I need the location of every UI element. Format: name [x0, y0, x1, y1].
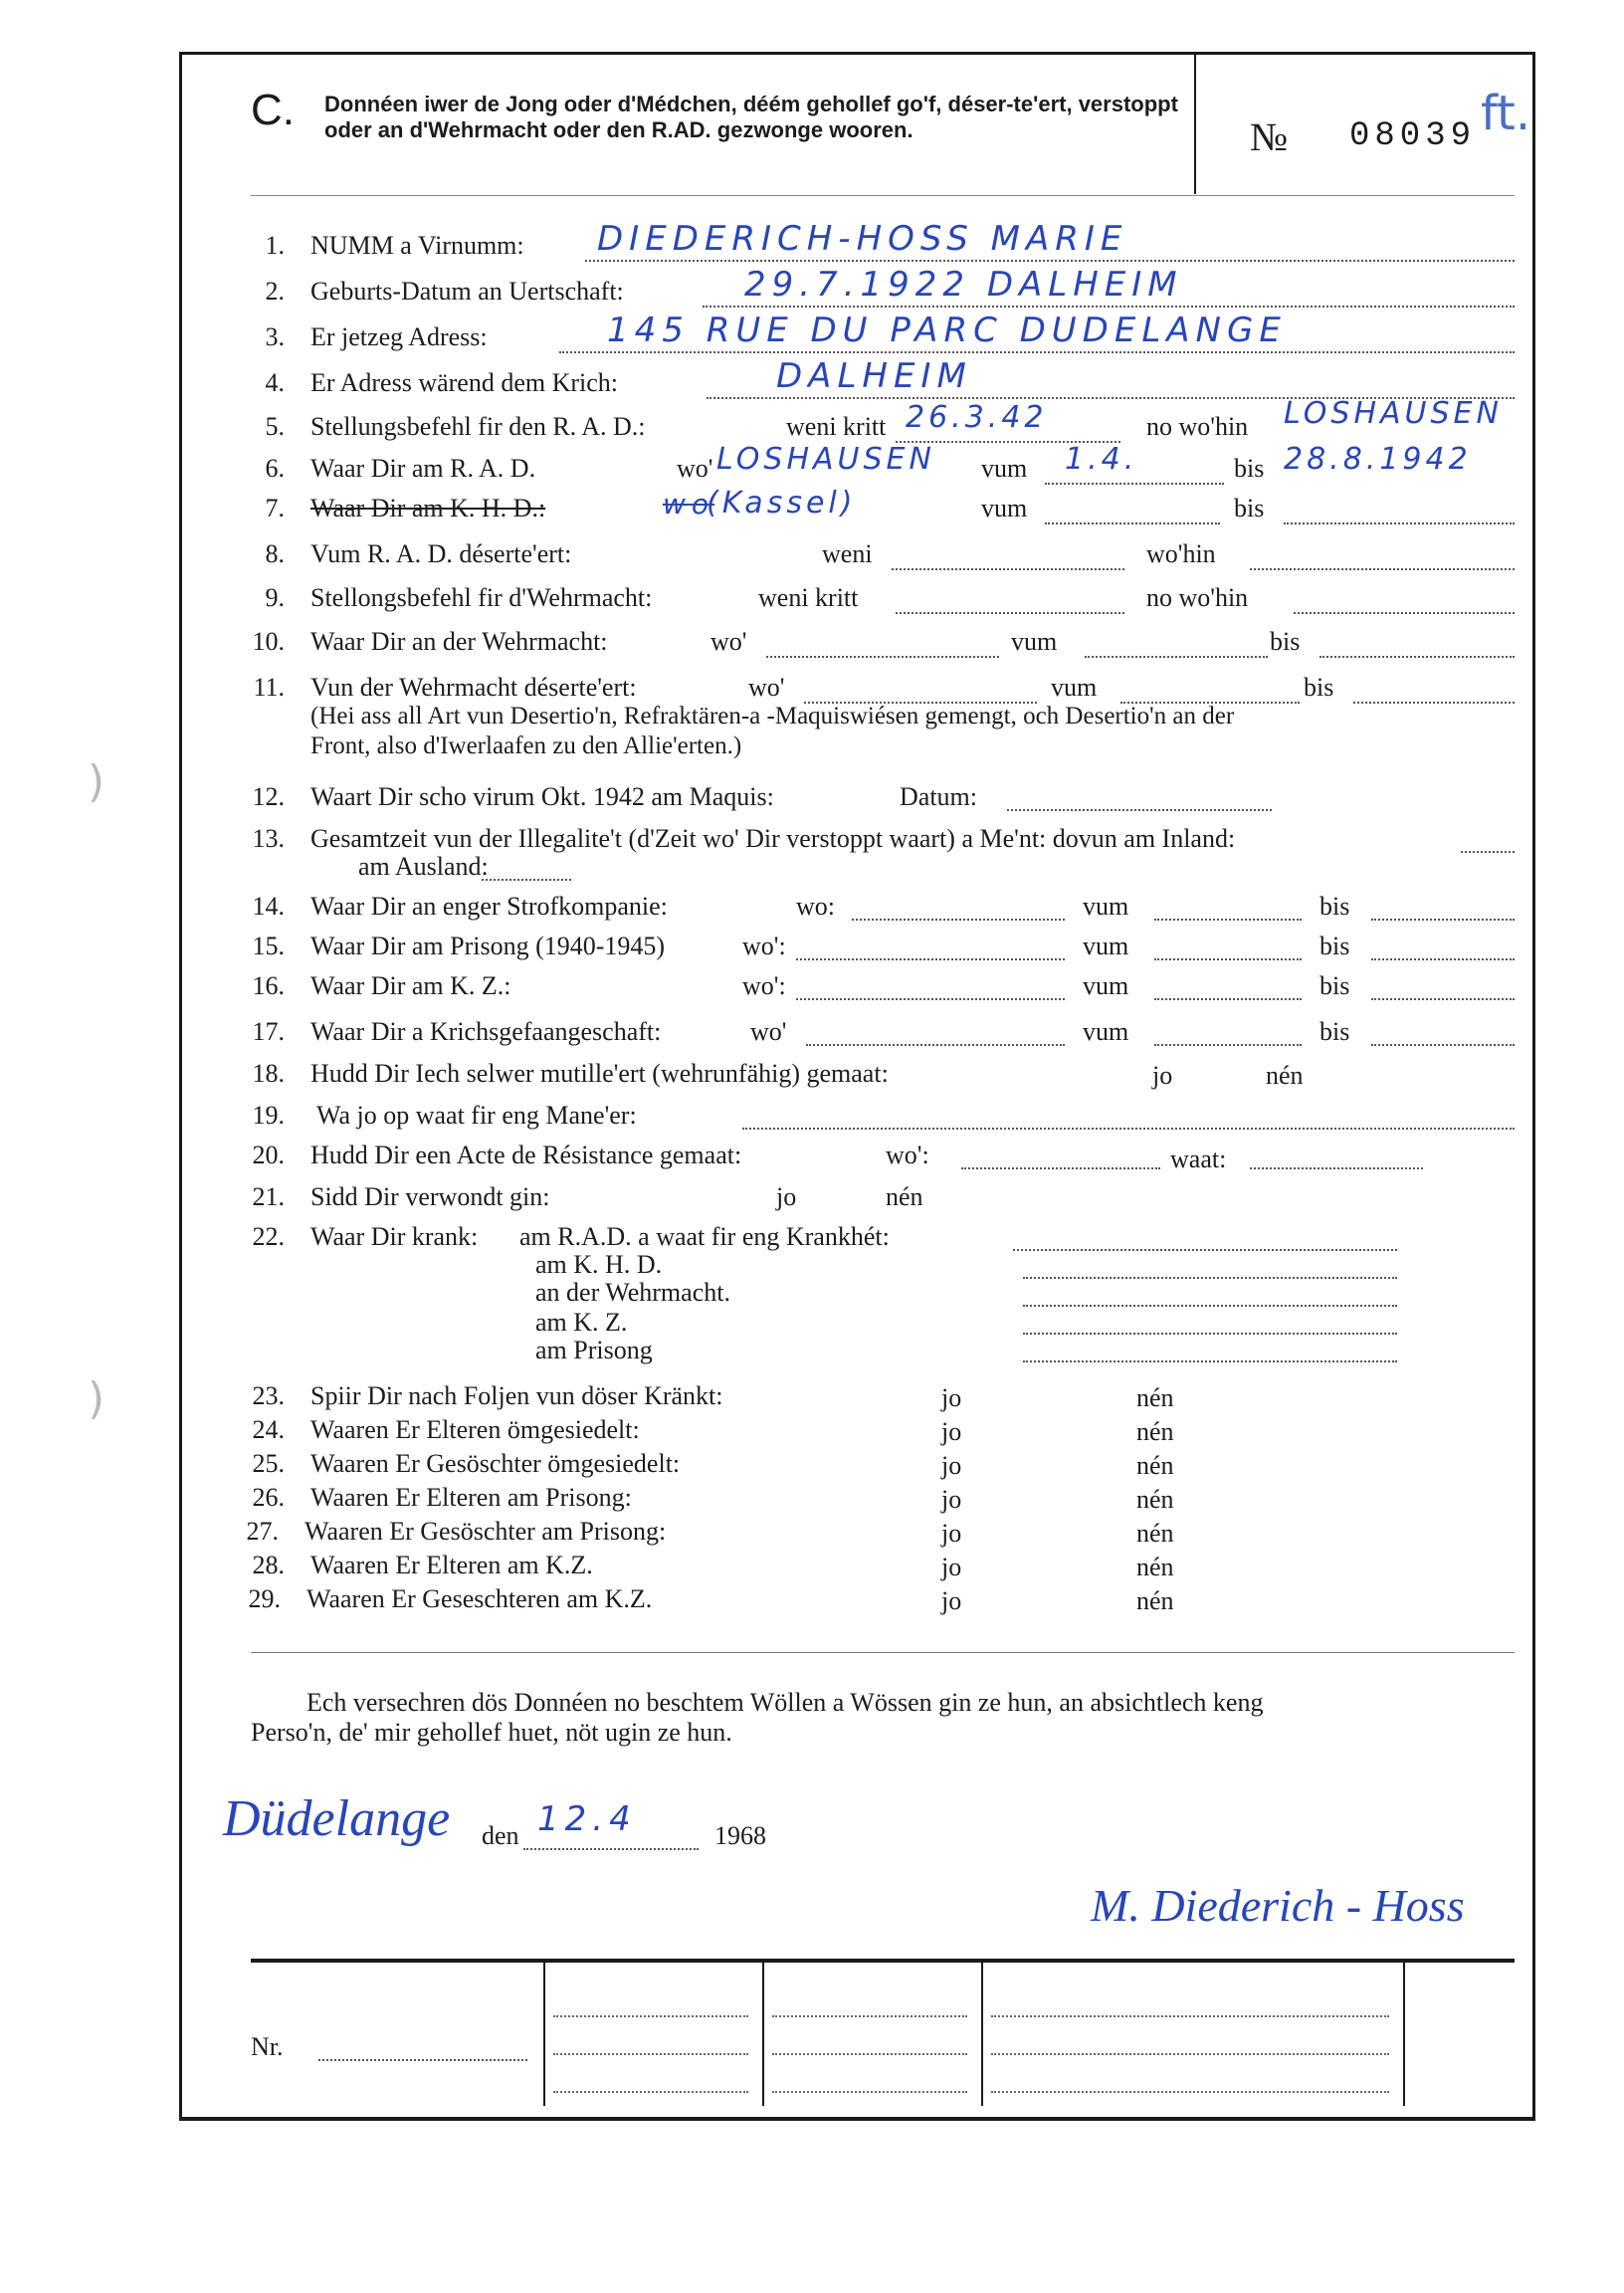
fill-line	[1023, 1304, 1397, 1307]
field-label: Er Adress wärend dem Krich:	[310, 368, 619, 397]
nr-label: Nr.	[251, 2032, 284, 2061]
fill-line	[1023, 1276, 1397, 1279]
field-number: 16.	[252, 971, 285, 1000]
field-label: Waaren Er Gesöschter ömgesiedelt:	[310, 1449, 681, 1478]
option-jo: jo	[776, 1182, 797, 1211]
field-number: 24.	[252, 1415, 285, 1444]
fill-line	[1154, 997, 1302, 1000]
field-label: Waart Dir scho virum Okt. 1942 am Maquis:	[310, 782, 774, 811]
fill-line	[991, 2090, 1389, 2093]
field-label: Waaren Er Elteren ömgesiedelt:	[310, 1415, 640, 1444]
fill-line	[553, 2014, 748, 2017]
field-label: Waar Dir an der Wehrmacht:	[310, 627, 608, 656]
handwritten-date: 26.3.42	[906, 400, 1048, 435]
handwritten-place: LOSHAUSEN	[716, 442, 935, 477]
option-nen: nén	[1136, 1519, 1174, 1548]
fill-line	[1023, 1359, 1397, 1362]
field-number: 11.	[253, 673, 285, 702]
field-label: Waar Dir an enger Strofkompanie:	[310, 892, 668, 921]
field-label: weni	[822, 539, 873, 568]
field-label: Waar Dir a Krichsgefaangeschaft:	[310, 1017, 662, 1046]
field-label: wo':	[886, 1141, 929, 1169]
field-note: (Hei ass all Art vun Desertio'n, Refraktären-a -Maquiswiésen gemengt, och Desertio'n an der	[310, 703, 1235, 730]
field-label: vum	[1083, 971, 1129, 1000]
frame-bottom-border	[179, 2117, 1535, 2121]
field-label: Waar Dir am R. A. D.	[310, 454, 536, 483]
field-number: 12.	[252, 782, 285, 811]
field-label: Er jetzeg Adress:	[310, 322, 488, 351]
field-label: Hudd Dir Iech selwer mutille'ert (wehrunfähig) gemaat:	[310, 1059, 889, 1088]
field-label: bis	[1320, 1017, 1350, 1046]
field-label: Datum:	[900, 782, 977, 811]
field-number: 18.	[252, 1059, 285, 1088]
field-label: bis	[1234, 454, 1265, 483]
option-nen: nén	[1136, 1451, 1174, 1480]
field-label: bis	[1320, 892, 1350, 921]
handwritten-date: 1.4.	[1065, 442, 1138, 477]
field-label: weni kritt	[758, 583, 859, 612]
handwritten-number-mark: ft.	[1481, 86, 1531, 141]
fill-line	[1154, 918, 1302, 921]
field-label: Waaren Er Elteren am Prisong:	[310, 1483, 632, 1512]
option-nen: nén	[1136, 1417, 1174, 1446]
field-label: vum	[1083, 932, 1129, 960]
fill-line	[703, 305, 1515, 308]
field-number: 14.	[252, 892, 285, 921]
fill-line	[1294, 611, 1515, 614]
handwritten-war-address: DALHEIM	[776, 356, 972, 396]
field-number: 15.	[252, 932, 285, 960]
field-label: Waaren Er Gesöschter am Prisong:	[304, 1517, 667, 1546]
handwritten-date: 28.8.1942	[1284, 442, 1472, 477]
handwritten-date: 12.4	[537, 1799, 637, 1839]
field-label: Spiir Dir nach Foljen vun döser Kränkt:	[310, 1381, 723, 1410]
header-divider	[1194, 55, 1196, 194]
field-sublabel: am Prisong	[535, 1336, 653, 1364]
field-number: 28.	[252, 1551, 285, 1579]
field-number: 3.	[265, 322, 285, 351]
footer-divider	[762, 1961, 764, 2106]
field-label: vum	[1083, 1017, 1129, 1046]
field-label: bis	[1270, 627, 1301, 656]
handwritten-place: LOSHAUSEN	[1284, 396, 1503, 431]
fill-line	[896, 611, 1124, 614]
field-label: wo'hin	[1146, 539, 1216, 568]
handwritten-birth: 29.7.1922 DALHEIM	[744, 265, 1183, 305]
option-jo: jo	[941, 1553, 962, 1581]
field-label: wo'	[748, 673, 785, 702]
handwritten-strike: wo	[663, 488, 715, 521]
declaration-text: Perso'n, de' mir gehollef huet, nöt ugin ze hun.	[251, 1718, 732, 1747]
punch-hole-mark: )	[88, 1373, 105, 1424]
field-number: 21.	[252, 1182, 285, 1211]
fill-line	[1371, 957, 1515, 960]
number-sign: №	[1250, 114, 1289, 159]
field-number: 25.	[252, 1449, 285, 1478]
field-number: 5.	[265, 412, 285, 441]
fill-line	[1085, 655, 1268, 658]
field-label: Waar Dir am K. Z.:	[310, 971, 511, 1000]
field-label: Sidd Dir verwondt gin:	[310, 1182, 550, 1211]
fill-line	[961, 1166, 1160, 1169]
field-label: waat:	[1170, 1145, 1227, 1173]
field-label: NUMM a Virnumm:	[310, 231, 524, 260]
field-number: 17.	[252, 1017, 285, 1046]
field-label: Waar Dir am Prisong (1940-1945)	[310, 932, 666, 960]
fill-line	[1284, 521, 1515, 524]
signature: M. Diederich - Hoss	[1091, 1880, 1465, 1931]
declaration-text: Ech versechren dös Donnéen no beschtem Wöllen a Wössen gin ze hun, an absichtlech keng	[306, 1688, 1264, 1717]
fill-line	[1154, 1043, 1302, 1046]
fill-line	[1353, 701, 1515, 704]
field-label: bis	[1320, 932, 1350, 960]
field-number: 22.	[252, 1222, 285, 1251]
field-label: Waar Dir am K. H. D.:	[310, 494, 546, 522]
footer-top-rule	[251, 1959, 1515, 1963]
option-jo: jo	[941, 1383, 962, 1412]
year-label: 1968	[714, 1821, 766, 1850]
field-number: 6.	[265, 454, 285, 483]
handwritten-address: 145 RUE DU PARC DUDELANGE	[607, 311, 1287, 350]
field-number: 13.	[252, 824, 285, 853]
field-label: vum	[1083, 892, 1129, 921]
fill-line	[1320, 655, 1515, 658]
fill-line	[772, 2052, 967, 2055]
header-title: Donnéen iwer de Jong oder d'Médchen, déém gehollef go'f, déser-te'ert, verstoppt oder an d'Wehrmacht oder den R.AD. gezwonge wooren.	[324, 92, 1178, 142]
option-jo: jo	[941, 1451, 962, 1480]
fill-line	[991, 2014, 1389, 2017]
frame-right-border	[1532, 52, 1535, 2120]
field-number: 9.	[265, 583, 285, 612]
field-number: 1.	[265, 231, 285, 260]
field-number: 29.	[248, 1584, 281, 1613]
field-label: no wo'hin	[1146, 583, 1249, 612]
option-jo: jo	[941, 1586, 962, 1615]
option-jo: jo	[941, 1485, 962, 1514]
option-nen: nén	[1136, 1485, 1174, 1514]
field-label: wo:	[796, 892, 835, 921]
field-label: Waaren Er Geseschteren am K.Z.	[306, 1584, 653, 1613]
fill-line	[772, 2090, 967, 2093]
field-sublabel: am K. Z.	[535, 1308, 628, 1337]
option-nen: nén	[1136, 1586, 1174, 1615]
footer-divider	[543, 1961, 545, 2106]
option-nen: nén	[886, 1182, 923, 1211]
fill-line	[892, 567, 1124, 570]
field-number: 23.	[252, 1381, 285, 1410]
field-label: Waaren Er Elteren am K.Z.	[310, 1551, 593, 1579]
fill-line	[991, 2052, 1389, 2055]
field-label: Wa jo op waat fir eng Mane'er:	[316, 1101, 637, 1130]
field-number: 7.	[265, 494, 285, 522]
fill-line	[1371, 1043, 1515, 1046]
field-label: Vum R. A. D. déserte'ert:	[310, 539, 572, 568]
fill-line	[523, 1847, 699, 1850]
field-number: 27.	[246, 1517, 279, 1546]
fill-line	[1023, 1332, 1397, 1335]
field-label: Hudd Dir een Acte de Résistance gemaat:	[310, 1141, 742, 1169]
field-label: Stellongsbefehl fir d'Wehrmacht:	[310, 583, 653, 612]
field-label: wo':	[742, 971, 786, 1000]
field-label: bis	[1234, 494, 1265, 522]
fill-line	[1154, 957, 1302, 960]
header-separator	[251, 195, 1515, 196]
fill-line	[1045, 521, 1220, 524]
fill-line	[1013, 1248, 1397, 1251]
field-label: am Ausland:	[358, 852, 489, 881]
fill-line	[1250, 567, 1515, 570]
field-number: 2.	[265, 277, 285, 306]
fill-line	[1461, 850, 1515, 853]
field-label: wo'	[710, 627, 747, 656]
fill-line	[1250, 1166, 1423, 1169]
field-label: weni kritt	[786, 412, 887, 441]
punch-hole-mark: )	[88, 756, 105, 807]
footer-divider	[981, 1961, 983, 2106]
frame-left-border	[179, 52, 182, 2120]
field-sublabel: am R.A.D. a waat fir eng Krankhét:	[519, 1222, 890, 1251]
fill-line	[1045, 482, 1224, 485]
field-label: den	[482, 1821, 519, 1850]
handwritten-place: (Kassel)	[707, 486, 857, 521]
field-sublabel: an der Wehrmacht.	[535, 1278, 730, 1307]
field-number: 20.	[252, 1141, 285, 1169]
fill-line	[742, 1127, 1515, 1130]
fill-line	[559, 350, 1515, 353]
section-separator	[251, 1652, 1515, 1653]
fill-line	[772, 2014, 967, 2017]
fill-line	[585, 259, 1515, 262]
field-label: no wo'hin	[1146, 412, 1249, 441]
field-label: Stellungsbefehl fir den R. A. D.:	[310, 412, 646, 441]
field-note: Front, also d'Iwerlaafen zu den Allie'erten.)	[310, 732, 742, 759]
footer-divider	[1403, 1961, 1405, 2106]
field-label: wo'	[677, 454, 713, 483]
field-label: Waar Dir krank:	[310, 1222, 479, 1251]
fill-line	[1371, 918, 1515, 921]
field-label: Gesamtzeit vun der Illegalite't (d'Zeit wo' Dir verstoppt waart) a Me'nt: dovun am Inland:	[310, 824, 1236, 853]
section-letter: C.	[251, 86, 295, 134]
fill-line	[482, 878, 571, 881]
field-label: wo':	[742, 932, 786, 960]
field-label: vum	[981, 494, 1028, 522]
fill-line	[1007, 808, 1272, 811]
field-label: vum	[981, 454, 1028, 483]
option-jo: jo	[1152, 1061, 1173, 1090]
frame-top-border	[179, 52, 1535, 55]
field-number: 10.	[252, 627, 285, 656]
field-number: 4.	[265, 368, 285, 397]
field-label: vum	[1051, 673, 1098, 702]
option-nen: nén	[1136, 1553, 1174, 1581]
option-nen: nén	[1266, 1061, 1304, 1090]
field-sublabel: am K. H. D.	[535, 1250, 663, 1279]
fill-line	[318, 2058, 527, 2061]
fill-line	[766, 655, 999, 658]
fill-line	[553, 2090, 748, 2093]
fill-line	[852, 918, 1065, 921]
form-number: 08039	[1349, 117, 1477, 155]
fill-line	[1371, 997, 1515, 1000]
option-jo: jo	[941, 1519, 962, 1548]
field-number: 8.	[265, 539, 285, 568]
option-nen: nén	[1136, 1383, 1174, 1412]
field-number: 19.	[252, 1101, 285, 1130]
field-number: 26.	[252, 1483, 285, 1512]
field-label: wo'	[750, 1017, 787, 1046]
field-label: Vun der Wehrmacht déserte'ert:	[310, 673, 637, 702]
field-label: bis	[1304, 673, 1334, 702]
option-jo: jo	[941, 1417, 962, 1446]
field-label: Geburts-Datum an Uertschaft:	[310, 277, 624, 306]
fill-line	[806, 1043, 1065, 1046]
field-label: bis	[1320, 971, 1350, 1000]
handwritten-place: Düdelange	[223, 1790, 451, 1847]
handwritten-name: DIEDERICH-HOSS MARIE	[597, 219, 1128, 259]
field-label: vum	[1011, 627, 1058, 656]
fill-line	[796, 997, 1065, 1000]
fill-line	[553, 2052, 748, 2055]
fill-line	[796, 957, 1065, 960]
